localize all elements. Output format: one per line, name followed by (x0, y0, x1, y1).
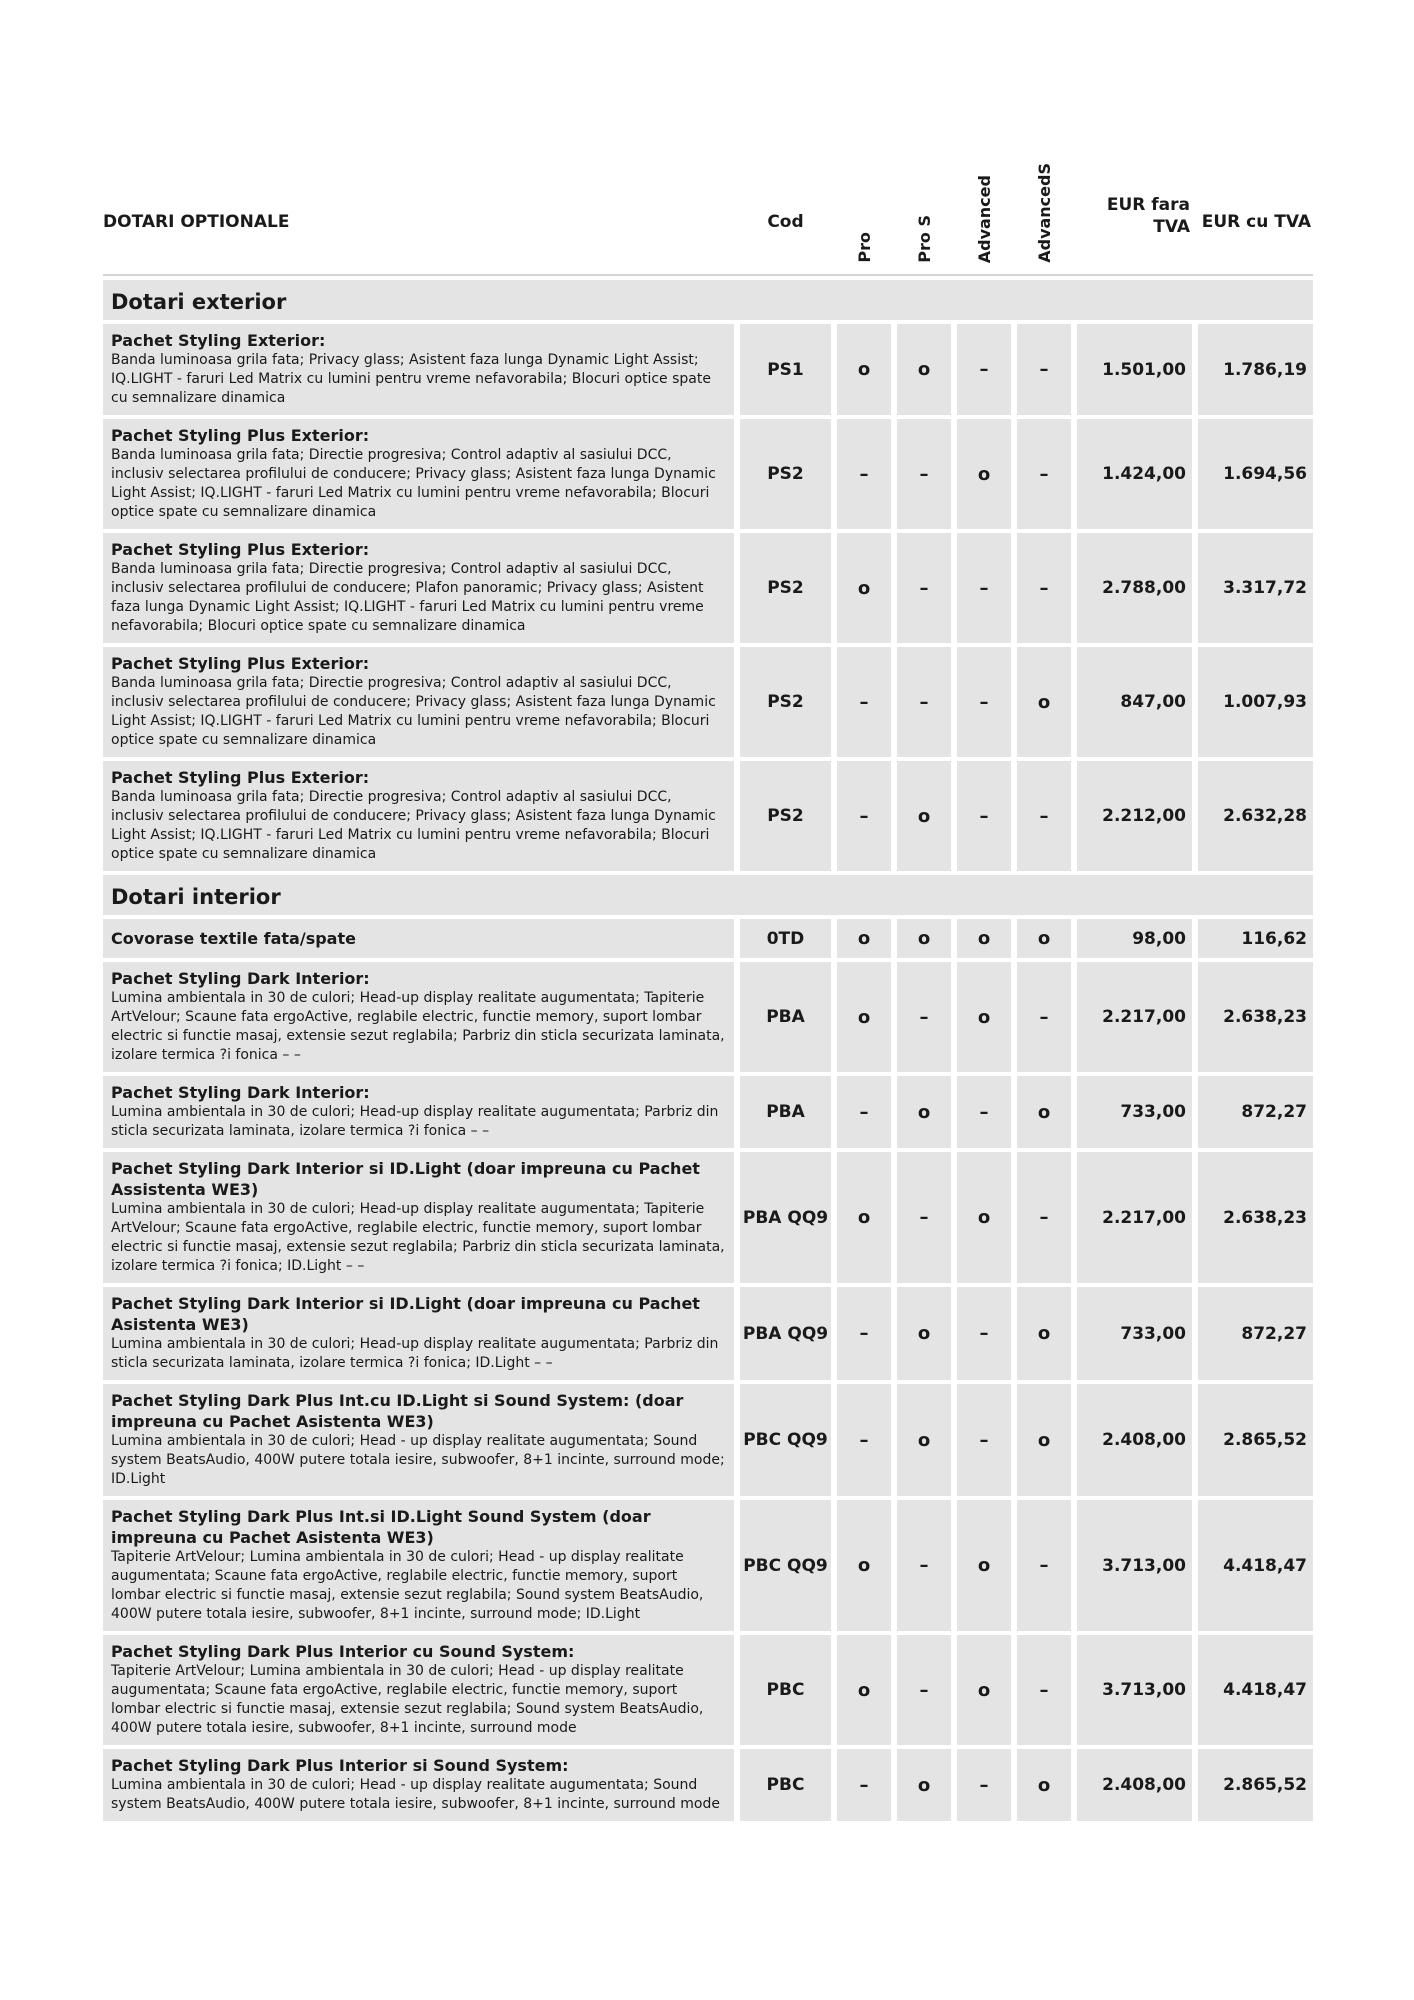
availability-pro-s: o (897, 1287, 951, 1380)
availability-advanced: o (957, 919, 1011, 958)
option-code: PS2 (740, 533, 831, 643)
option-description-cell (103, 1500, 734, 1631)
option-description-cell (103, 1384, 734, 1496)
option-details: Lumina ambientala in 30 de culori; Head-up display realitate augumentata; Tapiterie ArtVelour; Scaune fata ergoActive, reglabile electric, functie memory, suport lombar electric si functie masaj, extensie sezut reglabila; Parbriz din sticla securizata laminata, izolare termica ?i fonica; ID.Light – – (111, 1201, 725, 1274)
availability-advanced-s: o (1017, 1287, 1071, 1380)
options-table (97, 120, 1319, 1825)
availability-pro-s: – (897, 419, 951, 529)
option-title: Pachet Styling Dark Plus Int.cu ID.Light si Sound System: (doar impreuna cu Pachet Asistenta WE3) (111, 1391, 684, 1431)
col-header-pro (837, 124, 891, 270)
availability-pro-s: o (897, 919, 951, 958)
option-code: PBA QQ9 (740, 1287, 831, 1380)
price-eur-fara-tva: 733,00 (1077, 1076, 1192, 1148)
section-heading: Dotari exterior (103, 280, 1313, 320)
availability-pro: – (837, 647, 891, 757)
availability-pro: – (837, 419, 891, 529)
option-code: PBC QQ9 (740, 1384, 831, 1496)
col-header-pro-s (897, 124, 951, 270)
option-description-cell (103, 324, 734, 415)
availability-advanced-s: – (1017, 962, 1071, 1072)
availability-advanced-s: o (1017, 1384, 1071, 1496)
availability-pro-s: o (897, 1076, 951, 1148)
col-header-pro-label: Pro (854, 232, 874, 263)
price-eur-cu-tva: 2.632,28 (1198, 761, 1313, 871)
availability-pro: o (837, 533, 891, 643)
availability-advanced: – (957, 1287, 1011, 1380)
availability-pro-s: o (897, 324, 951, 415)
price-eur-cu-tva: 4.418,47 (1198, 1500, 1313, 1631)
availability-pro-s: – (897, 1635, 951, 1745)
col-header-advanced-label: Advanced (974, 174, 994, 263)
option-code: PS2 (740, 761, 831, 871)
availability-pro-s: – (897, 1500, 951, 1631)
availability-advanced: o (957, 1500, 1011, 1631)
availability-pro-s: o (897, 1749, 951, 1821)
availability-advanced-s: – (1017, 1500, 1071, 1631)
option-code: PBA (740, 1076, 831, 1148)
availability-pro: o (837, 324, 891, 415)
price-eur-cu-tva: 2.638,23 (1198, 962, 1313, 1072)
availability-pro: o (837, 1635, 891, 1745)
col-header-cod: Cod (767, 212, 804, 232)
price-eur-cu-tva: 116,62 (1198, 919, 1313, 958)
availability-advanced: – (957, 1076, 1011, 1148)
option-title: Pachet Styling Dark Plus Int.si ID.Light Sound System (doar impreuna cu Pachet Asistenta WE3) (111, 1507, 651, 1547)
section-heading-row (103, 875, 1313, 915)
option-details: Banda luminoasa grila fata; Directie progresiva; Control adaptiv al sasiului DCC, inclusiv selectarea profilului de conducere; Privacy glass; Asistent faza lunga Dynamic Light Assist; IQ.LIGHT - faruri Led Matrix cu lumini pentru vreme nefavorabila; Blocuri optice spate cu semnalizare dinamica (111, 447, 716, 520)
price-eur-fara-tva: 2.217,00 (1077, 1152, 1192, 1283)
col-header-eur-cu-tva: EUR cu TVA (1201, 212, 1311, 232)
option-title: Pachet Styling Dark Interior: (111, 1083, 370, 1102)
option-details: Lumina ambientala in 30 de culori; Head-up display realitate augumentata; Parbriz din sticla securizata laminata, izolare termica ?i fonica; ID.Light – – (111, 1336, 719, 1371)
option-code: PBA (740, 962, 831, 1072)
option-title: Pachet Styling Plus Exterior: (111, 426, 370, 445)
options-price-sheet (103, 120, 1313, 1825)
price-eur-fara-tva: 3.713,00 (1077, 1500, 1192, 1631)
option-code: PS1 (740, 324, 831, 415)
option-title: Pachet Styling Dark Interior: (111, 969, 370, 988)
availability-advanced: o (957, 1152, 1011, 1283)
table-row (103, 919, 1313, 958)
option-code: PBC (740, 1635, 831, 1745)
table-body (103, 280, 1313, 1821)
table-row (103, 1500, 1313, 1631)
availability-advanced: o (957, 419, 1011, 529)
price-eur-fara-tva: 1.424,00 (1077, 419, 1192, 529)
table-row (103, 1287, 1313, 1380)
availability-advanced: – (957, 647, 1011, 757)
option-title: Pachet Styling Dark Interior si ID.Light (doar impreuna cu Pachet Asistenta WE3) (111, 1294, 700, 1334)
option-title: Pachet Styling Exterior: (111, 331, 326, 350)
availability-advanced: o (957, 962, 1011, 1072)
price-eur-cu-tva: 872,27 (1198, 1076, 1313, 1148)
section-heading-row (103, 280, 1313, 320)
availability-pro-s: – (897, 962, 951, 1072)
availability-advanced: – (957, 324, 1011, 415)
option-details: Lumina ambientala in 30 de culori; Head-up display realitate augumentata; Tapiterie ArtVelour; Scaune fata ergoActive, reglabile electric, functie memory, suport lombar electric si functie masaj, extensie sezut reglabila; Parbriz din sticla securizata laminata, izolare termica ?i fonica – – (111, 990, 725, 1063)
availability-advanced: o (957, 1635, 1011, 1745)
option-title: Pachet Styling Dark Interior si ID.Light (doar impreuna cu Pachet Assistenta WE3) (111, 1159, 700, 1199)
option-details: Lumina ambientala in 30 de culori; Head - up display realitate augumentata; Sound system BeatsAudio, 400W putere totala iesire, subwoofer, 8+1 incinte, surround mode (111, 1777, 720, 1812)
price-eur-cu-tva: 3.317,72 (1198, 533, 1313, 643)
price-eur-cu-tva: 1.786,19 (1198, 324, 1313, 415)
header-divider (103, 274, 1313, 276)
availability-pro: – (837, 1749, 891, 1821)
option-description-cell (103, 1635, 734, 1745)
option-code: PBC (740, 1749, 831, 1821)
price-eur-fara-tva: 847,00 (1077, 647, 1192, 757)
availability-advanced-s: o (1017, 1749, 1071, 1821)
option-code: PBC QQ9 (740, 1500, 831, 1631)
price-eur-cu-tva: 1.007,93 (1198, 647, 1313, 757)
price-eur-fara-tva: 1.501,00 (1077, 324, 1192, 415)
option-description-cell (103, 1152, 734, 1283)
table-row (103, 1384, 1313, 1496)
table-header (103, 124, 1313, 270)
price-eur-cu-tva: 2.865,52 (1198, 1384, 1313, 1496)
page-title: DOTARI OPTIONALE (103, 212, 290, 232)
option-details: Lumina ambientala in 30 de culori; Head - up display realitate augumentata; Sound system BeatsAudio, 400W putere totala iesire, subwoofer, 8+1 incinte, surround mode; ID.Light (111, 1433, 725, 1487)
availability-pro-s: – (897, 647, 951, 757)
availability-advanced-s: – (1017, 1635, 1071, 1745)
option-title: Covorase textile fata/spate (111, 929, 356, 948)
option-details: Tapiterie ArtVelour; Lumina ambientala in 30 de culori; Head - up display realitate augumentata; Scaune fata ergoActive, reglabile electric, functie memory, suport lombar electric si functie masaj, extensie sezut reglabila; Sound system BeatsAudio, 400W putere totala iesire, subwoofer, 8+1 incinte, surround mode; ID.Light (111, 1549, 704, 1622)
availability-advanced-s: – (1017, 419, 1071, 529)
availability-pro: – (837, 1287, 891, 1380)
option-description-cell (103, 761, 734, 871)
option-details: Banda luminoasa grila fata; Directie progresiva; Control adaptiv al sasiului DCC, inclusiv selectarea profilului de conducere; Privacy glass; Asistent faza lunga Dynamic Light Assist; IQ.LIGHT - faruri Led Matrix cu lumini pentru vreme nefavorabila; Blocuri optice spate cu semnalizare dinamica (111, 789, 716, 862)
availability-pro: – (837, 1384, 891, 1496)
option-description-cell (103, 533, 734, 643)
table-row (103, 761, 1313, 871)
price-eur-fara-tva: 733,00 (1077, 1287, 1192, 1380)
option-title: Pachet Styling Plus Exterior: (111, 768, 370, 787)
option-details: Banda luminoasa grila fata; Directie progresiva; Control adaptiv al sasiului DCC, inclusiv selectarea profilului de conducere; Plafon panoramic; Privacy glass; Asistent faza lunga Dynamic Light Assist; IQ.LIGHT - faruri Led Matrix cu lumini pentru vreme nefavorabila; Blocuri optice spate cu semnalizare dinamica (111, 561, 704, 634)
table-row (103, 1749, 1313, 1821)
option-details: Tapiterie ArtVelour; Lumina ambientala in 30 de culori; Head - up display realitate augumentata; Scaune fata ergoActive, reglabile electric, functie memory, suport lombar electric si functie masaj, extensie sezut reglabila; Sound system BeatsAudio, 400W putere totala iesire, subwoofer, 8+1 incinte, surround mode (111, 1663, 704, 1736)
availability-advanced-s: – (1017, 761, 1071, 871)
option-title: Pachet Styling Dark Plus Interior cu Sound System: (111, 1642, 575, 1661)
availability-advanced-s: o (1017, 919, 1071, 958)
price-eur-cu-tva: 2.638,23 (1198, 1152, 1313, 1283)
price-eur-cu-tva: 1.694,56 (1198, 419, 1313, 529)
section-heading: Dotari interior (103, 875, 1313, 915)
col-header-advanced-s-label: AdvancedS (1034, 163, 1054, 263)
table-row (103, 1152, 1313, 1283)
availability-pro: o (837, 919, 891, 958)
price-eur-fara-tva: 98,00 (1077, 919, 1192, 958)
table-row (103, 1076, 1313, 1148)
option-details: Banda luminoasa grila fata; Directie progresiva; Control adaptiv al sasiului DCC, inclusiv selectarea profilului de conducere; Privacy glass; Asistent faza lunga Dynamic Light Assist; IQ.LIGHT - faruri Led Matrix cu lumini pentru vreme nefavorabila; Blocuri optice spate cu semnalizare dinamica (111, 675, 716, 748)
price-eur-fara-tva: 2.408,00 (1077, 1749, 1192, 1821)
availability-pro: o (837, 1500, 891, 1631)
price-eur-fara-tva: 2.408,00 (1077, 1384, 1192, 1496)
option-code: 0TD (740, 919, 831, 958)
availability-advanced: – (957, 761, 1011, 871)
price-eur-fara-tva: 3.713,00 (1077, 1635, 1192, 1745)
table-row (103, 324, 1313, 415)
option-description-cell (103, 1749, 734, 1821)
option-description-cell (103, 647, 734, 757)
availability-pro: – (837, 1076, 891, 1148)
option-title: Pachet Styling Dark Plus Interior si Sound System: (111, 1756, 569, 1775)
option-code: PS2 (740, 419, 831, 529)
option-description-cell (103, 962, 734, 1072)
availability-pro-s: – (897, 1152, 951, 1283)
col-header-advanced (957, 124, 1011, 270)
option-title: Pachet Styling Plus Exterior: (111, 540, 370, 559)
option-description-cell (103, 1287, 734, 1380)
price-eur-cu-tva: 2.865,52 (1198, 1749, 1313, 1821)
availability-advanced-s: – (1017, 533, 1071, 643)
availability-pro: o (837, 962, 891, 1072)
option-details: Lumina ambientala in 30 de culori; Head-up display realitate augumentata; Parbriz din sticla securizata laminata, izolare termica ?i fonica – – (111, 1104, 719, 1139)
col-header-pro-s-label: Pro S (914, 215, 934, 263)
availability-pro: o (837, 1152, 891, 1283)
price-eur-fara-tva: 2.212,00 (1077, 761, 1192, 871)
price-eur-cu-tva: 4.418,47 (1198, 1635, 1313, 1745)
price-eur-cu-tva: 872,27 (1198, 1287, 1313, 1380)
availability-pro-s: o (897, 761, 951, 871)
option-description-cell (103, 919, 734, 958)
table-row (103, 419, 1313, 529)
table-row (103, 533, 1313, 643)
availability-advanced: – (957, 1384, 1011, 1496)
availability-advanced-s: – (1017, 324, 1071, 415)
option-title: Pachet Styling Plus Exterior: (111, 654, 370, 673)
col-header-advanced-s (1017, 124, 1071, 270)
table-row (103, 1635, 1313, 1745)
availability-advanced: – (957, 533, 1011, 643)
availability-advanced-s: – (1017, 1152, 1071, 1283)
option-details: Banda luminoasa grila fata; Privacy glass; Asistent faza lunga Dynamic Light Assist; IQ.LIGHT - faruri Led Matrix cu lumini pentru vreme nefavorabila; Blocuri optice spate cu semnalizare dinamica (111, 352, 711, 406)
price-eur-fara-tva: 2.788,00 (1077, 533, 1192, 643)
availability-advanced-s: o (1017, 1076, 1071, 1148)
table-row (103, 962, 1313, 1072)
availability-pro-s: o (897, 1384, 951, 1496)
col-header-eur-fara-tva: EUR fara TVA (1106, 195, 1190, 237)
option-description-cell (103, 1076, 734, 1148)
option-description-cell (103, 419, 734, 529)
price-eur-fara-tva: 2.217,00 (1077, 962, 1192, 1072)
option-code: PBA QQ9 (740, 1152, 831, 1283)
table-row (103, 647, 1313, 757)
option-code: PS2 (740, 647, 831, 757)
availability-advanced: – (957, 1749, 1011, 1821)
availability-pro: – (837, 761, 891, 871)
availability-advanced-s: o (1017, 647, 1071, 757)
availability-pro-s: – (897, 533, 951, 643)
